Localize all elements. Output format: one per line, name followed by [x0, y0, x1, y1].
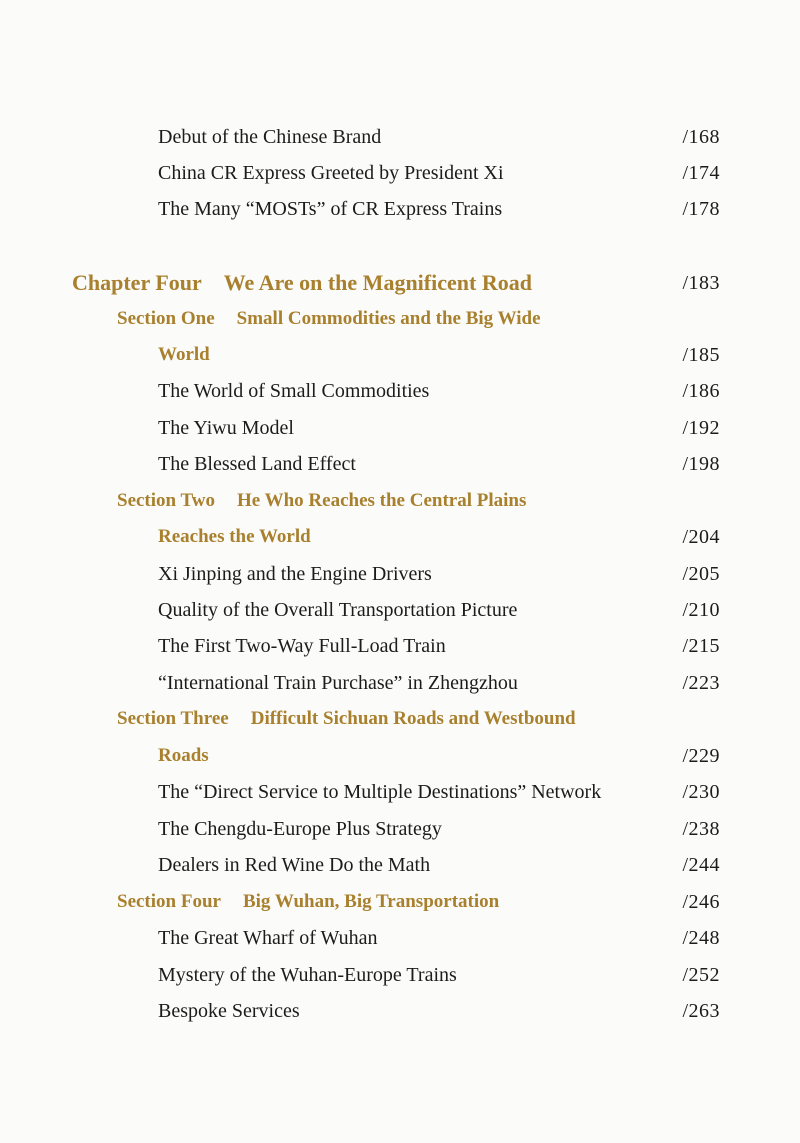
entry-title: Bespoke Services [158, 1000, 300, 1022]
section-title-cont: Roads [158, 745, 209, 766]
section-title: Big Wuhan, Big Transportation [242, 891, 500, 912]
chapter-title-line [72, 266, 532, 300]
page-number: /210 [682, 599, 720, 621]
section-title: Small Commodities and the Big Wide [236, 308, 541, 329]
entry-title: The Blessed Land Effect [158, 453, 356, 475]
toc-entry[interactable] [0, 958, 800, 992]
page-number: /186 [682, 380, 720, 402]
toc-entry[interactable] [0, 411, 800, 445]
section-title: Difficult Sichuan Roads and Westbound [250, 708, 576, 729]
page-number: /230 [682, 781, 720, 803]
toc-entry[interactable] [0, 775, 800, 809]
section-title-line [117, 302, 541, 336]
toc-entry[interactable] [0, 921, 800, 955]
section-title-line [117, 885, 499, 919]
entry-title: Dealers in Red Wine Do the Math [158, 854, 431, 876]
chapter-heading[interactable] [0, 266, 800, 300]
toc-entry[interactable] [0, 120, 800, 154]
section-heading[interactable] [0, 702, 800, 736]
page-number: /252 [682, 964, 720, 986]
page-number: /248 [682, 927, 720, 949]
section-label: Section One [117, 308, 215, 329]
entry-title: The Chengdu-Europe Plus Strategy [158, 818, 442, 840]
section-title: He Who Reaches the Central Plains [237, 490, 527, 511]
toc-entry[interactable] [0, 156, 800, 190]
section-heading[interactable] [0, 885, 800, 919]
section-label: Section Two [117, 490, 215, 511]
page-number: /223 [682, 672, 720, 694]
section-heading-continued[interactable] [0, 338, 800, 372]
toc-entry[interactable] [0, 812, 800, 846]
entry-title: Xi Jinping and the Engine Drivers [158, 563, 432, 585]
toc-entry[interactable] [0, 447, 800, 481]
section-title-line [117, 702, 576, 736]
section-heading[interactable] [0, 484, 800, 518]
page-number: /244 [682, 854, 720, 876]
page-number: /192 [682, 417, 720, 439]
toc-entry[interactable] [0, 557, 800, 591]
chapter-title: We Are on the Magnificent Road [223, 270, 532, 295]
page-number: /246 [682, 891, 720, 913]
entry-title: The “Direct Service to Multiple Destinations” Network [158, 781, 602, 803]
toc-entry[interactable] [0, 994, 800, 1028]
page-number: /229 [682, 745, 720, 767]
section-title-line [117, 484, 526, 518]
entry-title: Debut of the Chinese Brand [158, 126, 382, 148]
section-label: Section Three [117, 708, 229, 729]
entry-title: The Yiwu Model [158, 417, 294, 439]
page-number: /168 [682, 126, 720, 148]
toc-entry[interactable] [0, 848, 800, 882]
page-number: /183 [682, 272, 720, 294]
page-number: /205 [682, 563, 720, 585]
entry-title: Quality of the Overall Transportation Picture [158, 599, 518, 621]
entry-title: “International Train Purchase” in Zhengzhou [158, 672, 518, 694]
section-title-cont: World [158, 344, 210, 365]
toc-entry[interactable] [0, 629, 800, 663]
entry-title: The First Two-Way Full-Load Train [158, 635, 446, 657]
page-number: /263 [682, 1000, 720, 1022]
toc-entry[interactable] [0, 192, 800, 226]
section-heading[interactable] [0, 302, 800, 336]
section-heading-continued[interactable] [0, 520, 800, 554]
entry-title: The World of Small Commodities [158, 380, 430, 402]
page-number: /204 [682, 526, 720, 548]
page-number: /198 [682, 453, 720, 475]
entry-title: Mystery of the Wuhan-Europe Trains [158, 964, 457, 986]
page-number: /185 [682, 344, 720, 366]
page-number: /215 [682, 635, 720, 657]
section-heading-continued[interactable] [0, 739, 800, 773]
page-number: /174 [682, 162, 720, 184]
entry-title: China CR Express Greeted by President Xi [158, 162, 504, 184]
toc-entry[interactable] [0, 666, 800, 700]
chapter-label: Chapter Four [72, 270, 202, 295]
entry-title: The Great Wharf of Wuhan [158, 927, 378, 949]
toc-entry[interactable] [0, 593, 800, 627]
toc-entry[interactable] [0, 374, 800, 408]
page-number: /238 [682, 818, 720, 840]
page-number: /178 [682, 198, 720, 220]
section-label: Section Four [117, 891, 221, 912]
section-title-cont: Reaches the World [158, 526, 311, 547]
entry-title: The Many “MOSTs” of CR Express Trains [158, 198, 503, 220]
